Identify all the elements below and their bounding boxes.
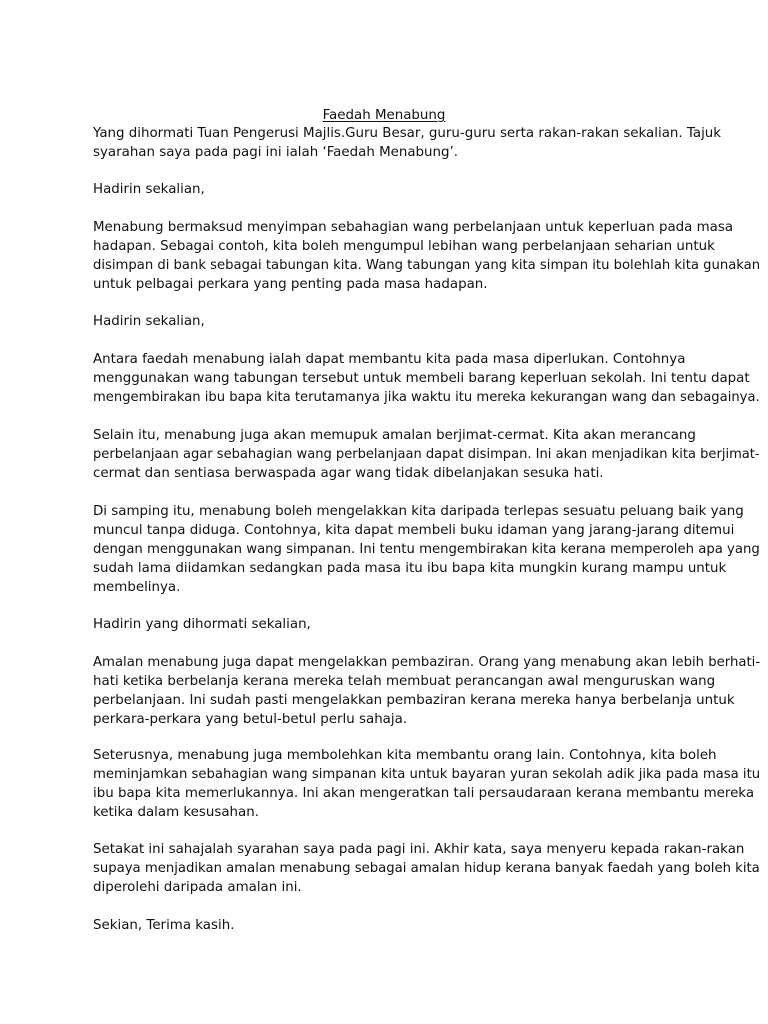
text-line: diperolehi daripada amalan ini. bbox=[93, 879, 302, 895]
text-line: Yang dihormati Tuan Pengerusi Majlis.Guru Besar, guru-guru serta rakan-rakan sekalian. Tajuk bbox=[93, 126, 722, 141]
text-line: hadapan. Sebagai contoh, kita boleh mengumpul lebihan wang perbelanjaan seharian untuk bbox=[93, 238, 715, 254]
text-line: Di samping itu, menabung boleh mengelakkan kita daripada terlepas sesuatu peluang baik yang bbox=[93, 504, 744, 519]
text-line: syarahan saya pada pagi ini ialah ‘Faedah Menabung’. bbox=[93, 144, 459, 160]
paragraph-benefit-thrift bbox=[93, 427, 768, 484]
text-line: Seterusnya, menabung juga membolehkan kita membantu orang lain. Contohnya, kita boleh bbox=[93, 748, 717, 763]
text-line: ketika dalam kesusahan. bbox=[93, 804, 259, 820]
paragraph-benefit-waste bbox=[93, 654, 768, 730]
text-line: untuk pelbagai perkara yang penting pada masa hadapan. bbox=[93, 276, 488, 292]
text-line: Selain itu, menabung juga akan memupuk amalan berjimat-cermat. Kita akan merancang bbox=[93, 428, 696, 443]
paragraph-closing bbox=[93, 841, 768, 898]
text-line: cermat dan sentiasa berwaspada agar wang tidak dibelanjakan sesuka hati. bbox=[93, 465, 604, 481]
text-line: perbelanjaan agar sebahagian wang perbelanjaan dapat disimpan. Ini akan menjadikan kita berjimat- bbox=[93, 446, 760, 462]
text-line: Antara faedah menabung ialah dapat membantu kita pada masa diperlukan. Contohnya bbox=[93, 352, 686, 367]
text-line: sudah lama diidamkan sedangkan pada masa itu ibu bapa kita mungkin kurang mampu untuk bbox=[93, 560, 727, 576]
text-line: perkara-perkara yang betul-betul perlu sahaja. bbox=[93, 711, 408, 727]
text-line: dengan menggunakan wang simpanan. Ini tentu mengembirakan kita kerana memperoleh apa yang bbox=[93, 541, 760, 557]
paragraph-salutation bbox=[93, 313, 205, 332]
document-title: Faedah Menabung bbox=[322, 108, 446, 123]
text-line: membelinya. bbox=[93, 579, 181, 595]
paragraph-signoff bbox=[93, 917, 234, 936]
paragraph-definition bbox=[93, 219, 768, 295]
text-line: Hadirin sekalian, bbox=[93, 314, 205, 329]
text-line: muncul tanpa diduga. Contohnya, kita dapat membeli buku idaman yang jarang-jarang ditemui bbox=[93, 522, 735, 538]
text-line: meminjamkan sebahagian wang simpanan kita untuk bayaran yuran sekolah adik jika pada masa itu bbox=[93, 766, 761, 782]
text-line: mengembirakan ibu bapa kita terutamanya jika waktu itu mereka kekurangan wang dan sebagainya. bbox=[93, 389, 760, 405]
text-line: Setakat ini sahajalah syarahan saya pada pagi ini. Akhir kata, saya menyeru kepada rakan-rakan bbox=[93, 842, 745, 857]
text-line: menggunakan wang tabungan tersebut untuk membeli barang keperluan sekolah. Ini tentu dapat bbox=[93, 370, 750, 386]
paragraph-benefit-opportunity bbox=[93, 503, 768, 597]
text-line: Menabung bermaksud menyimpan sebahagian wang perbelanjaan untuk keperluan pada masa bbox=[93, 220, 734, 235]
paragraph-salutation bbox=[93, 616, 311, 635]
text-line: disimpan di bank sebagai tabungan kita. Wang tabungan yang kita simpan itu bolehlah kita gunakan bbox=[93, 257, 761, 273]
text-line: Sekian, Terima kasih. bbox=[93, 918, 235, 933]
paragraph-benefit-help bbox=[93, 351, 768, 408]
paragraph-opening bbox=[93, 125, 721, 163]
paragraph-benefit-others bbox=[93, 747, 768, 823]
text-line: Amalan menabung juga dapat mengelakkan pembaziran. Orang yang menabung akan lebih berhati- bbox=[93, 655, 761, 670]
text-line: perbelanjaan. Ini sudah pasti mengelakkan pembaziran kerana mereka hanya berbelanja untuk bbox=[93, 692, 735, 708]
text-line: ibu bapa kita memerlukannya. Ini akan mengeratkan tali persaudaraan kerana membantu mereka bbox=[93, 785, 755, 801]
paragraph-salutation bbox=[93, 181, 205, 200]
text-line: Hadirin yang dihormati sekalian, bbox=[93, 617, 311, 632]
text-line: supaya menjadikan amalan menabung sebagai amalan hidup kerana banyak faedah yang boleh kita bbox=[93, 860, 760, 876]
text-line: Hadirin sekalian, bbox=[93, 182, 205, 197]
text-line: hati ketika berbelanja kerana mereka telah membuat perancangan awal menguruskan wang bbox=[93, 673, 716, 689]
